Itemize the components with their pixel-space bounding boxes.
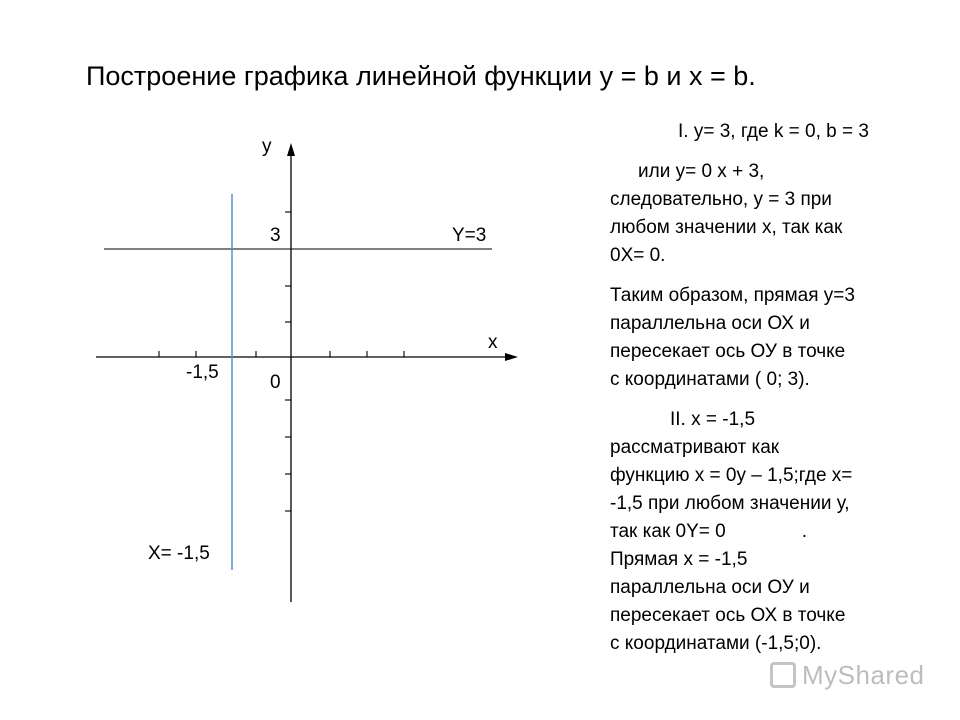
case2 [610,406,940,658]
origin-label: 0 [270,372,281,393]
case2-l6: параллельна оси ОУ и [610,577,810,598]
conclusion1-l3: пересекает ось ОУ в точке [610,341,846,362]
y-axis-arrow [287,143,295,156]
x-axis-label: x [488,332,498,353]
case2-l8: с координатами (-1,5;0). [610,633,822,654]
watermark-text: MyShared [802,660,925,690]
case2-l7: пересекает ось ОХ в точке [610,605,846,626]
y-axis-ticks [285,212,291,511]
conclusion1-l4: с координатами ( 0; 3). [610,369,810,390]
case1-line2: следовательно, у = 3 при [610,189,832,210]
case2-title: II. х = -1,5 [670,409,756,430]
conclusion1 [610,282,940,394]
case2-l1: рассматривают как [610,437,780,458]
case1-body [610,158,940,270]
case1-line4: 0Х= 0. [610,245,666,266]
case1-or: или у= 0 х + 3, [638,161,765,182]
case2-l5: Прямая х = -1,5 [610,549,748,570]
watermark [770,660,925,691]
case1-line3: любом значении х, так как [610,217,843,238]
x-axis-arrow [505,353,518,361]
explanation-text [610,118,940,670]
conclusion1-l1: Таким образом, прямая у=3 [610,285,855,306]
case1-title: I. у= 3, где k = 0, b = 3 [678,121,869,142]
conclusion1-l2: параллельна оси ОХ и [610,313,810,334]
case2-l4b: . [801,521,807,542]
x-line-label: X= -1,5 [148,543,210,564]
y-line-label: Y=3 [452,225,487,246]
case2-l4 [610,518,940,546]
minus-1-5-label: -1,5 [186,362,219,383]
x-axis-ticks [159,351,404,357]
slide-title: Построение графика линейной функции у = b и х = b. [86,61,756,91]
presentation-icon [770,662,796,688]
y-three-label: 3 [270,225,281,246]
case2-l2: функцию х = 0у – 1,5;где х= [610,465,853,486]
case2-l3: -1,5 при любом значении у, [610,493,850,514]
y-axis-label: y [262,136,272,157]
case2-l4a: так как 0Y= 0 [610,521,726,542]
